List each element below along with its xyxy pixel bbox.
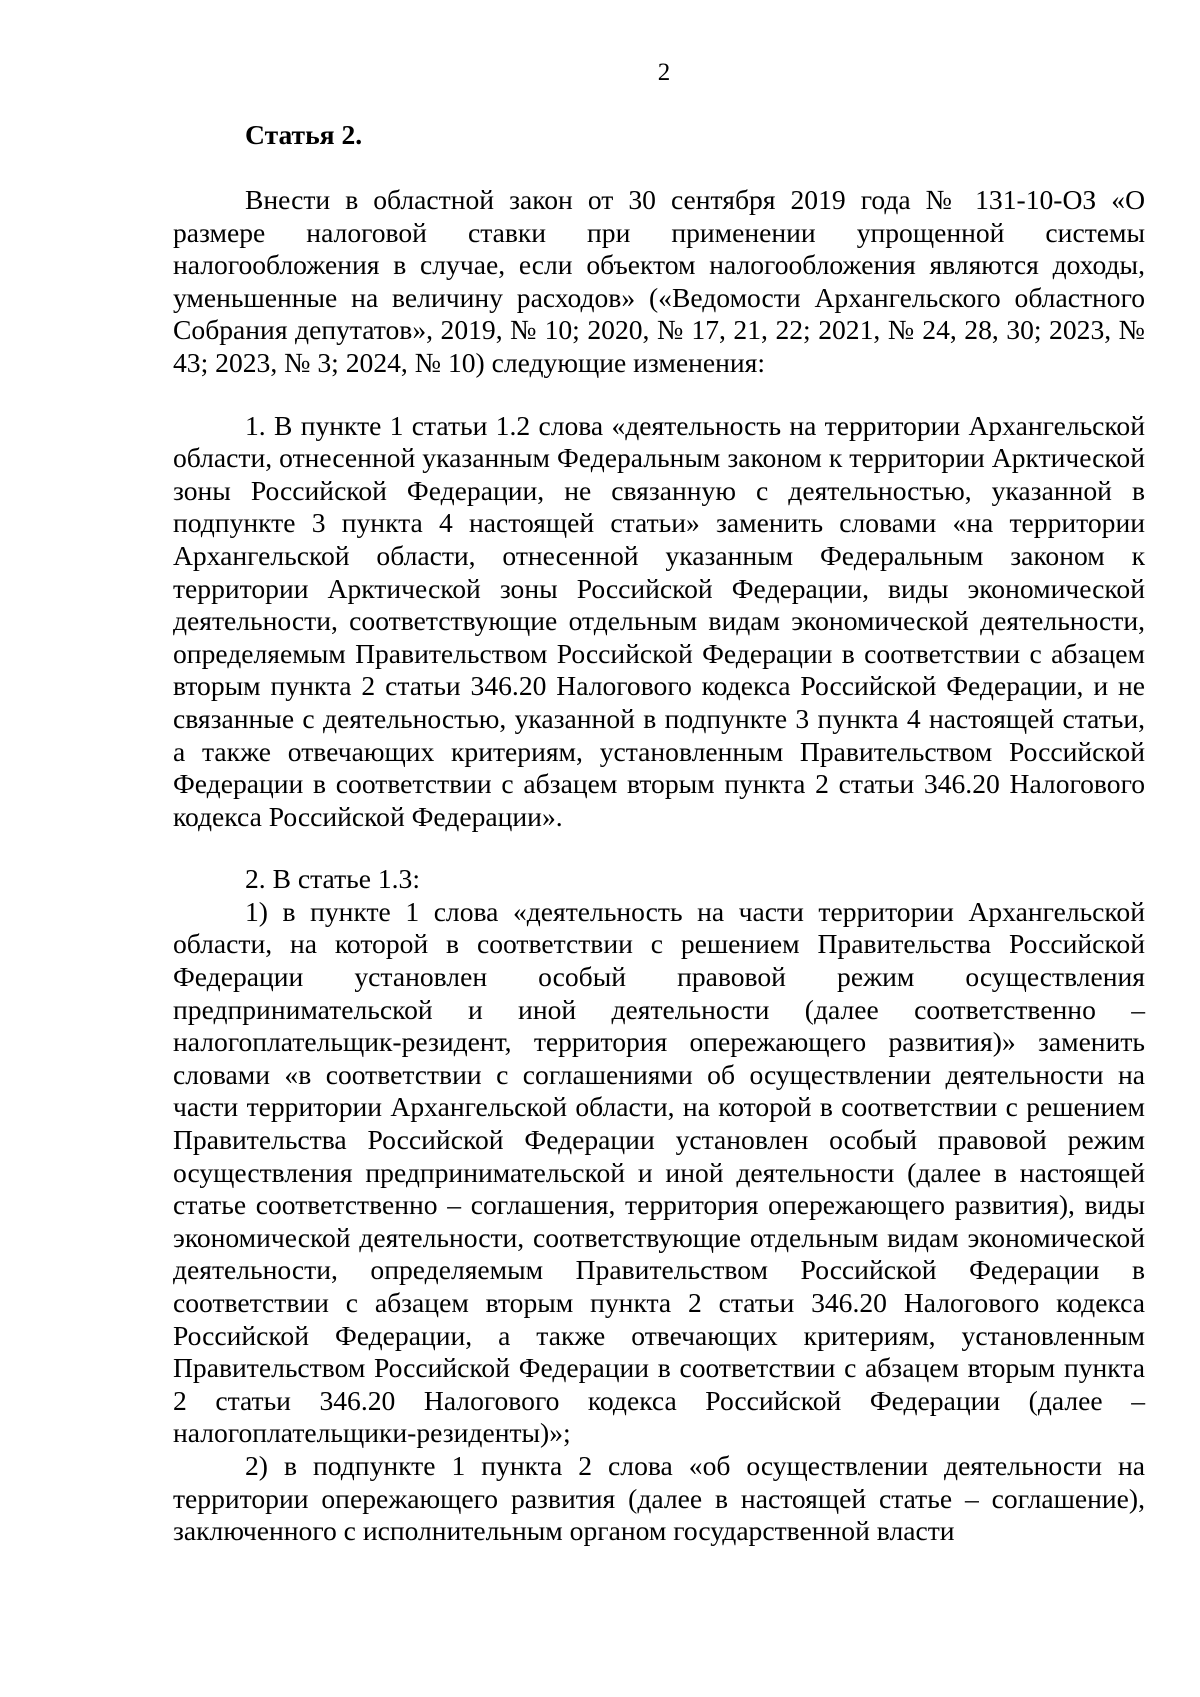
document-body bbox=[173, 118, 1145, 1548]
amendment-item-2-subitem-1: 1) в пункте 1 слова «деятельность на части территории Архангельской области, на которой в соответствии с решением Правительства Российской Федерации установлен особый правовой режим осуществления предпринимательской и иной деятельности (далее соответственно – налогоплательщик-резидент, территория опережающего развития)» заменить словами «в соответствии с соглашениями об осуществлении деятельности на части территории Архангельской области, на которой в соответствии с решением Правительства Российской Федерации установлен особый правовой режим осуществления предпринимательской и иной деятельности (далее в настоящей статье соответственно – соглашения, территория опережающего развития), виды экономической деятельности, соответствующие отдельным видам экономической деятельности, определяемым Правительством Российской Федерации в соответствии с абзацем вторым пункта 2 статьи 346.20 Налогового кодекса Российской Федерации, а также отвечающих критериям, установленным Правительством Российской Федерации в соответствии с абзацем вторым пункта 2 статьи 346.20 Налогового кодекса Российской Федерации (далее – налогоплательщики-резиденты)»; bbox=[173, 895, 1145, 1449]
amendment-item-2-heading: 2. В статье 1.3: bbox=[245, 863, 421, 895]
amendment-item-1: 1. В пункте 1 статьи 1.2 слова «деятельность на территории Архангельской области, отнесенной указанным Федеральным законом к территории Арктической зоны Российской Федерации, не связанную с деятельностью, указанной в подпункте 3 пункта 4 настоящей статьи» заменить словами «на территории Архангельской области, отнесенной указанным Федеральным законом к территории Арктической зоны Российской Федерации, виды экономической деятельности, соответствующие отдельным видам экономической деятельности, определяемым Правительством Российской Федерации в соответствии с абзацем вторым пункта 2 статьи 346.20 Налогового кодекса Российской Федерации, и не связанные с деятельностью, указанной в подпункте 3 пункта 4 настоящей статьи, а также отвечающих критериям, установленным Правительством Российской Федерации в соответствии с абзацем вторым пункта 2 статьи 346.20 Налогового кодекса Российской Федерации». bbox=[173, 409, 1145, 832]
page-number: 2 bbox=[657, 59, 671, 86]
amendment-item-2-subitem-2: 2) в подпункте 1 пункта 2 слова «об осуществлении деятельности на территории опережающего развития (далее в настоящей статье – соглашение), заключенного с исполнительным органом государственной власти bbox=[173, 1449, 1145, 1547]
article-title: Статья 2. bbox=[245, 119, 363, 150]
article-intro-paragraph: Внести в областной закон от 30 сентября 2019 года № 131-10-ОЗ «О размере налоговой ставки при применении упрощенной системы налогообложения в случае, если объектом налогообложения являются доходы, уменьшенные на величину расходов» («Ведомости Архангельского областного Собрания депутатов», 2019, № 10; 2020, № 17, 21, 22; 2021, № 24, 28, 30; 2023, № 43; 2023, № 3; 2024, № 10) следующие изменения: bbox=[173, 184, 1145, 378]
